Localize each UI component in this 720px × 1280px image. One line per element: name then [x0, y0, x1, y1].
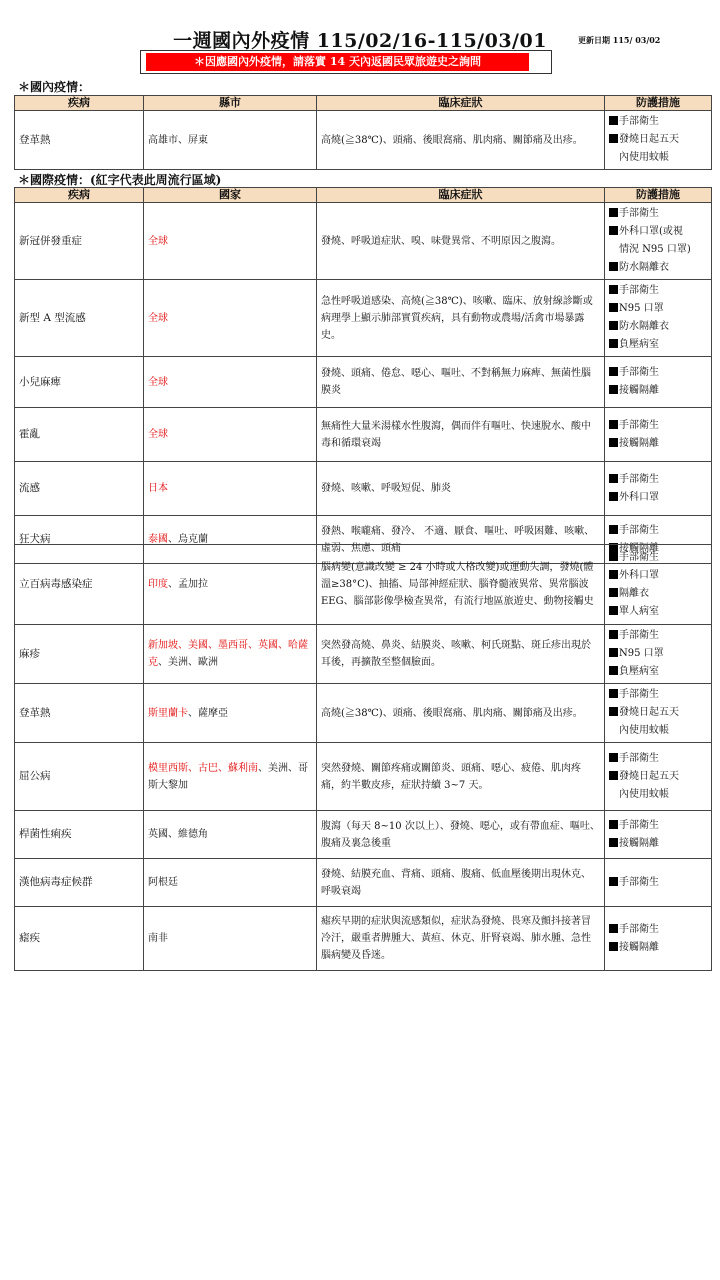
measure-item — [609, 259, 707, 277]
disease-cell: 流感 — [15, 462, 144, 516]
country-epidemic: 全球 — [148, 429, 168, 440]
measure-item — [609, 318, 707, 336]
header-disease: 疾病 — [15, 96, 144, 111]
measures-cell — [605, 907, 712, 971]
table-row — [15, 907, 712, 971]
measure-item — [609, 241, 707, 259]
country-name: 南非 — [148, 933, 168, 944]
symptoms-cell: 發燒、咳嗽、呼吸短促、肺炎 — [317, 462, 605, 516]
bullet-square-icon — [609, 588, 618, 597]
measure-text: N95 口罩 — [619, 648, 664, 659]
country-name: 、美洲、歐洲 — [158, 657, 218, 668]
table-row — [15, 743, 712, 811]
symptoms-cell: 發燒、頭痛、倦怠、噁心、嘔吐、不對稱無力麻痺、無菌性腦膜炎 — [317, 357, 605, 408]
measure-item — [609, 874, 707, 892]
measure-item — [609, 435, 707, 453]
country-name: 、孟加拉 — [168, 579, 208, 590]
measure-item — [609, 686, 707, 704]
measure-text: 手部衛生 — [619, 285, 659, 296]
disease-cell: 霍亂 — [15, 408, 144, 462]
measure-item — [609, 817, 707, 835]
measure-text: 手部衛生 — [619, 923, 659, 935]
measure-text: 隔離衣 — [619, 587, 649, 599]
bullet-square-icon — [609, 420, 618, 429]
table-header-row — [15, 188, 712, 203]
update-date: 更新日期 115/ 03/02 — [578, 35, 661, 45]
measure-item — [609, 522, 707, 540]
symptoms-cell: 腹瀉（每天 8~10 次以上）、發燒、噁心，或有帶血症、嘔吐、腹痛及裏急後重 — [317, 811, 605, 859]
measure-text: 手部衛生 — [619, 819, 659, 831]
measure-item — [609, 382, 707, 400]
measure-text: 防水隔離衣 — [619, 321, 669, 332]
symptoms-cell: 突然發高燒、鼻炎、結膜炎、咳嗽、柯氏斑點、斑丘疹出現於耳後，再擴散至整個臉面。 — [317, 625, 605, 684]
bullet-square-icon — [609, 838, 618, 847]
measure-text: 內使用蚊帳 — [619, 725, 669, 736]
header-symptoms: 臨床症狀 — [317, 96, 605, 111]
table-row — [15, 280, 712, 357]
bullet-square-icon — [609, 321, 618, 330]
bullet-square-icon — [609, 552, 618, 561]
bullet-square-icon — [609, 771, 618, 780]
bullet-square-icon — [609, 606, 618, 615]
bullet-square-icon — [609, 116, 618, 125]
measure-text: 手部衛生 — [619, 208, 659, 219]
symptoms-cell: 急性呼吸道感染、高燒(≧38℃)、咳嗽、臨床、放射線診斷或病理學上顯示肺部實質疾病，具有動物或農場/活禽市場暴露史。 — [317, 280, 605, 357]
measure-item — [609, 645, 707, 663]
measure-text: 防水隔離衣 — [619, 262, 669, 273]
table-row — [15, 408, 712, 462]
country-name: 、美洲、哥斯大黎加 — [148, 762, 308, 791]
measure-text: 手部衛生 — [619, 689, 659, 700]
measures-cell — [605, 357, 712, 408]
table-row — [15, 462, 712, 516]
measure-text: 負壓病室 — [619, 339, 659, 350]
measure-text: 情況 N95 口罩) — [619, 244, 691, 255]
disease-cell: 登革熱 — [15, 684, 144, 743]
bullet-square-icon — [609, 134, 618, 143]
country-cell — [144, 408, 317, 462]
country-cell — [144, 743, 317, 811]
measure-text: 手部衛生 — [619, 116, 659, 127]
notice-banner: ＊因應國內外疫情，請落實 14 天內返國民眾旅遊史之詢問 — [146, 53, 529, 71]
symptoms-cell: 無痛性大量米湯樣水性腹瀉，偶而伴有嘔吐、快速脫水、酸中毒和循環衰竭 — [317, 408, 605, 462]
symptoms-cell: 腦病變(意識改變 ≥ 24 小時或人格改變)或運動失調，發燒(體溫≥38°C)、抽搐、局部神經症狀、腦脊髓液異常、異常腦波 EEG、腦部影像學檢查異常，有流行地區旅遊史、動物接觸史 — [317, 545, 605, 625]
measure-text: 外科口罩 — [619, 491, 659, 503]
measure-item — [609, 768, 707, 786]
bullet-square-icon — [609, 689, 618, 698]
measures-cell — [605, 625, 712, 684]
measures-cell — [605, 280, 712, 357]
measure-text: 內使用蚊帳 — [619, 788, 669, 800]
measure-item — [609, 567, 707, 585]
measure-text: N95 口罩 — [619, 303, 664, 314]
table-row — [15, 545, 712, 625]
symptoms-cell: 突然發燒、關節疼痛或關節炎、頭痛、噁心、疲倦、肌肉疼痛，約半數皮疹，症狀持續 3~7 天。 — [317, 743, 605, 811]
symptoms-cell: 發燒、呼吸道症狀、嗅、味覺異常、不明原因之腹瀉。 — [317, 203, 605, 280]
measure-item — [609, 663, 707, 681]
header-symptoms: 臨床症狀 — [317, 188, 605, 203]
disease-cell: 立百病毒感染症 — [15, 545, 144, 625]
disease-cell: 屈公病 — [15, 743, 144, 811]
measure-text: 接觸隔離 — [619, 542, 659, 554]
header-disease: 疾病 — [15, 188, 144, 203]
measure-item — [609, 300, 707, 318]
measure-item — [609, 704, 707, 722]
disease-cell: 漢他病毒症候群 — [15, 859, 144, 907]
measure-text: 接觸隔離 — [619, 437, 659, 449]
bullet-square-icon — [609, 492, 618, 501]
measure-item — [609, 131, 707, 149]
measures-cell — [605, 743, 712, 811]
measures-cell — [605, 859, 712, 907]
header-measures: 防護措施 — [605, 188, 712, 203]
measure-item — [609, 489, 707, 507]
bullet-square-icon — [609, 208, 618, 217]
measure-text: 手部衛生 — [619, 419, 659, 431]
symptoms-cell: 瘧疾早期的症狀與流感類似，症狀為發燒、畏寒及顫抖接著冒冷汗，嚴重者脾腫大、黃疸、休克、肝腎衰竭、肺水腫、急性腦病變及昏迷。 — [317, 907, 605, 971]
disease-cell: 新型 A 型流感 — [15, 280, 144, 357]
measures-cell — [605, 462, 712, 516]
measures-cell — [605, 111, 712, 170]
international-table-continued — [14, 544, 712, 971]
symptoms-cell: 高燒(≧38℃)、頭痛、後眼窩痛、肌肉痛、關節痛及出疹。 — [317, 684, 605, 743]
bullet-square-icon — [609, 385, 618, 394]
measure-item — [609, 921, 707, 939]
measure-item — [609, 471, 707, 489]
country-epidemic: 全球 — [148, 312, 168, 324]
country-name: 英國、維德角 — [148, 829, 208, 840]
table-row — [15, 203, 712, 280]
measure-text: 內使用蚊帳 — [619, 152, 669, 163]
measure-item — [609, 722, 707, 740]
disease-cell: 麻疹 — [15, 625, 144, 684]
bullet-square-icon — [609, 570, 618, 579]
measure-text: 手部衛生 — [619, 551, 659, 563]
bullet-square-icon — [609, 303, 618, 312]
measure-item — [609, 149, 707, 167]
measure-text: 發燒日起五天 — [619, 770, 679, 782]
bullet-square-icon — [609, 648, 618, 657]
bullet-square-icon — [609, 339, 618, 348]
measure-item — [609, 786, 707, 804]
measures-cell — [605, 203, 712, 280]
domestic-table — [14, 95, 712, 170]
measure-item — [609, 750, 707, 768]
disease-cell: 登革熱 — [15, 111, 144, 170]
bullet-square-icon — [609, 285, 618, 294]
measure-item — [609, 835, 707, 853]
header-measures: 防護措施 — [605, 96, 712, 111]
country-name: 阿根廷 — [148, 877, 178, 888]
measures-cell — [605, 811, 712, 859]
country-epidemic: 泰國 — [148, 534, 168, 545]
country-cell — [144, 625, 317, 684]
bullet-square-icon — [609, 924, 618, 933]
measure-text: 手部衛生 — [619, 752, 659, 764]
country-cell — [144, 684, 317, 743]
measure-text: 發燒日起五天 — [619, 134, 679, 145]
symptoms-cell: 發燒、結膜充血、背痛、頭痛、腹痛、低血壓後期出現休克、呼吸衰竭 — [317, 859, 605, 907]
country-epidemic: 全球 — [148, 235, 168, 247]
country-cell — [144, 462, 317, 516]
bullet-square-icon — [609, 820, 618, 829]
bullet-square-icon — [609, 438, 618, 447]
measure-item — [609, 205, 707, 223]
page-title: 一週國內外疫情 115/02/16-115/03/01 — [173, 30, 547, 52]
symptoms-cell: 發熱、喉嚨痛、發冷、 不適、厭食、嘔吐、呼吸困難、咳嗽、虛弱、焦慮、頭痛 — [317, 516, 605, 564]
measure-item — [609, 585, 707, 603]
table-row — [15, 684, 712, 743]
measure-text: 發燒日起五天 — [619, 707, 679, 718]
disease-cell: 狂犬病 — [15, 516, 144, 564]
city-cell: 高雄市、屏東 — [144, 111, 317, 170]
international-table — [14, 187, 712, 564]
measure-text: 接觸隔離 — [619, 837, 659, 849]
measure-text: 手部衛生 — [619, 367, 659, 378]
domestic-section-title: ＊國內疫情： — [18, 80, 91, 94]
bullet-square-icon — [609, 630, 618, 639]
table-row — [15, 859, 712, 907]
measure-item — [609, 627, 707, 645]
country-cell — [144, 907, 317, 971]
measures-cell — [605, 408, 712, 462]
country-epidemic: 全球 — [148, 376, 168, 388]
international-section-title: ＊國際疫情：(紅字代表此周流行區域) — [18, 173, 222, 187]
disease-cell: 小兒麻痺 — [15, 357, 144, 408]
symptoms-cell: 高燒(≧38℃)、頭痛、後眼窩痛、肌肉痛、關節痛及出疹。 — [317, 111, 605, 170]
country-epidemic: 日本 — [148, 483, 168, 494]
bullet-square-icon — [609, 525, 618, 534]
measure-text: 單人病室 — [619, 605, 659, 617]
measure-item — [609, 939, 707, 957]
measure-item — [609, 603, 707, 621]
measures-cell — [605, 542, 712, 625]
disease-cell: 桿菌性痢疾 — [15, 811, 144, 859]
measure-text: 負壓病室 — [619, 666, 659, 677]
country-epidemic: 斯里蘭卡 — [148, 707, 188, 719]
country-cell — [144, 280, 317, 357]
country-cell — [144, 357, 317, 408]
measure-item — [609, 113, 707, 131]
country-name: 、薩摩亞 — [188, 707, 228, 719]
measure-text: 外科口罩 — [619, 569, 659, 581]
country-name: 、烏克蘭 — [168, 534, 208, 545]
measure-text: 接觸隔離 — [619, 385, 659, 396]
country-cell — [144, 203, 317, 280]
measure-text: 手部衛生 — [619, 876, 659, 888]
table-header-row — [15, 96, 712, 111]
bullet-square-icon — [609, 942, 618, 951]
country-epidemic: 印度 — [148, 579, 168, 590]
country-cell — [144, 545, 317, 625]
bullet-square-icon — [609, 707, 618, 716]
table-row — [15, 625, 712, 684]
measure-item — [609, 282, 707, 300]
disease-cell: 瘧疾 — [15, 907, 144, 971]
table-row — [15, 357, 712, 408]
country-cell — [144, 859, 317, 907]
header-country: 國家 — [144, 188, 317, 203]
measure-text: 接觸隔離 — [619, 941, 659, 953]
bullet-square-icon — [609, 367, 618, 376]
measure-text: 外科口罩(或視 — [619, 226, 683, 237]
measure-item — [609, 364, 707, 382]
table-row — [15, 111, 712, 170]
country-epidemic: 模里西斯、古巴、蘇利南 — [148, 762, 258, 774]
bullet-square-icon — [609, 666, 618, 675]
header-city: 縣市 — [144, 96, 317, 111]
measure-item — [609, 549, 707, 567]
country-epidemic: 新加坡、美國、墨西哥、英國、哈薩克 — [148, 640, 308, 668]
bullet-square-icon — [609, 262, 618, 271]
country-cell — [144, 811, 317, 859]
measure-item — [609, 336, 707, 354]
measure-item — [609, 223, 707, 241]
measure-text: 手部衛生 — [619, 473, 659, 485]
disease-cell: 新冠併發重症 — [15, 203, 144, 280]
table-row — [15, 811, 712, 859]
measure-text: 手部衛生 — [619, 630, 659, 641]
bullet-square-icon — [609, 474, 618, 483]
measure-text: 手部衛生 — [619, 524, 659, 536]
measure-item — [609, 417, 707, 435]
bullet-square-icon — [609, 226, 618, 235]
bullet-square-icon — [609, 877, 618, 886]
measures-cell — [605, 684, 712, 743]
bullet-square-icon — [609, 753, 618, 762]
